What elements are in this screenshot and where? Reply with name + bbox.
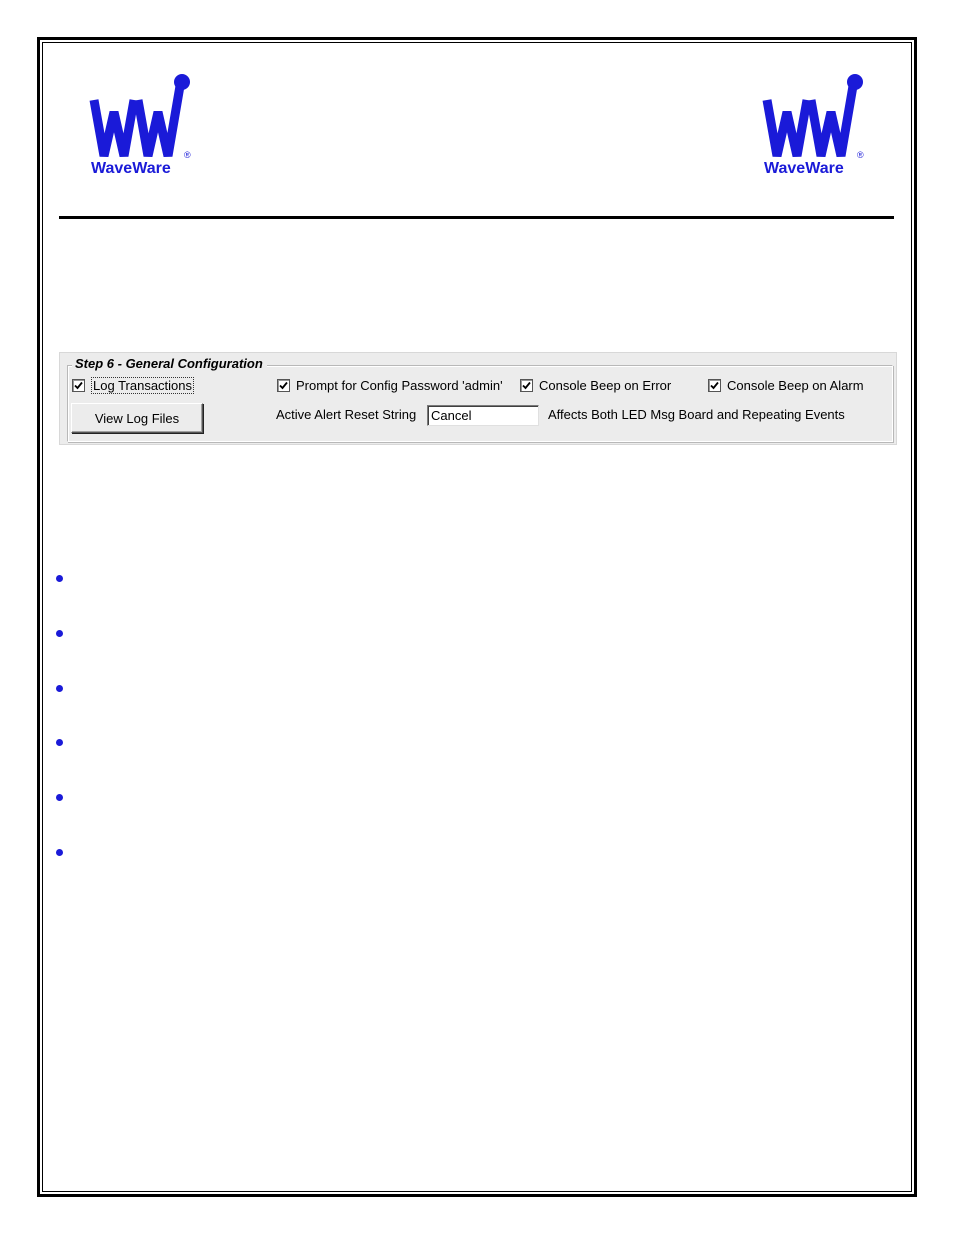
- console-beep-alarm-checkbox[interactable]: [708, 377, 864, 393]
- checkbox-label: Console Beep on Error: [539, 377, 672, 393]
- waveware-logo-mark-icon: [88, 72, 196, 162]
- waveware-logo-left: [88, 72, 196, 182]
- registered-mark: ®: [184, 150, 191, 160]
- checkbox-label: Console Beep on Alarm: [727, 377, 864, 393]
- reset-string-input[interactable]: Cancel: [427, 405, 539, 426]
- checkbox-checked-icon[interactable]: [277, 379, 290, 392]
- reset-string-label: Active Alert Reset String: [276, 407, 417, 422]
- view-log-files-button[interactable]: View Log Files: [71, 403, 203, 433]
- header-divider: [59, 216, 894, 219]
- logo-text-right: WaveWare: [764, 160, 844, 177]
- console-beep-error-checkbox[interactable]: [520, 377, 671, 393]
- checkbox-checked-icon[interactable]: [520, 379, 533, 392]
- general-configuration-panel: [59, 352, 897, 445]
- bullet-marker: [56, 739, 63, 746]
- checkbox-checked-icon[interactable]: [708, 379, 721, 392]
- prompt-config-password-checkbox[interactable]: [277, 377, 503, 393]
- group-title: Step 6 - General Configuration: [72, 356, 267, 371]
- log-transactions-checkbox[interactable]: [72, 377, 194, 393]
- page-border-inner: [42, 42, 912, 1192]
- bullet-marker: [56, 575, 63, 582]
- bullet-marker: [56, 794, 63, 801]
- bullet-marker: [56, 630, 63, 637]
- waveware-logo-mark-icon: [761, 72, 869, 162]
- waveware-logo-right: [761, 72, 869, 182]
- checkbox-label: Prompt for Config Password 'admin': [296, 377, 503, 393]
- bullet-marker: [56, 685, 63, 692]
- registered-mark: ®: [857, 150, 864, 160]
- checkbox-label: Log Transactions: [93, 377, 193, 393]
- logo-text-left: WaveWare: [91, 160, 171, 177]
- affects-note: Affects Both LED Msg Board and Repeating Events: [548, 407, 845, 422]
- checkbox-checked-icon[interactable]: [72, 379, 85, 392]
- bullet-marker: [56, 849, 63, 856]
